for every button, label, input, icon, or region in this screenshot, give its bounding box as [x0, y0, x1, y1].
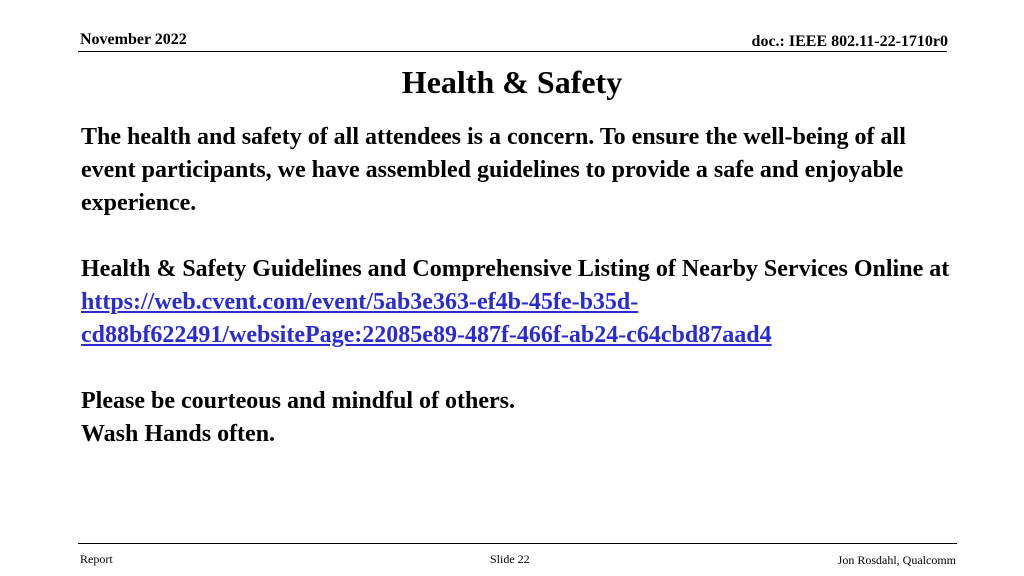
guidelines-link-line2[interactable]: cd88bf622491/websitePage:22085e89-487f-466f-ab24-c64cbd87aad4 — [81, 322, 772, 348]
wash-hands-line: Wash Hands often. — [81, 421, 276, 447]
spacer — [81, 220, 961, 253]
header-divider — [78, 51, 947, 52]
slide-number: Slide 22 — [490, 552, 530, 566]
footer-author: Jon Rosdahl, Qualcomm — [837, 553, 956, 567]
footer-report-label: Report — [80, 552, 113, 566]
slide-title: Health & Safety — [401, 64, 623, 100]
header-doc-id: doc.: IEEE 802.11-22-1710r0 — [751, 33, 948, 50]
guidelines-link[interactable] — [81, 289, 772, 348]
header-date: November 2022 — [80, 31, 187, 48]
intro-paragraph: The health and safety of all attendees is a concern. To ensure the well-being of all event participants, we have assembled guidelines to provide a safe and enjoyable experience. — [81, 124, 906, 216]
footer-divider — [78, 543, 957, 544]
guidelines-link-line1[interactable]: https://web.cvent.com/event/5ab3e363-ef4b-45fe-b35d- — [81, 289, 639, 315]
courtesy-line: Please be courteous and mindful of others. — [81, 388, 515, 414]
guidelines-paragraph — [81, 253, 961, 352]
spacer — [81, 352, 961, 385]
slide-body — [81, 121, 961, 451]
guidelines-prefix: Health & Safety Guidelines and Comprehensive Listing of Nearby Services Online at — [81, 256, 950, 282]
